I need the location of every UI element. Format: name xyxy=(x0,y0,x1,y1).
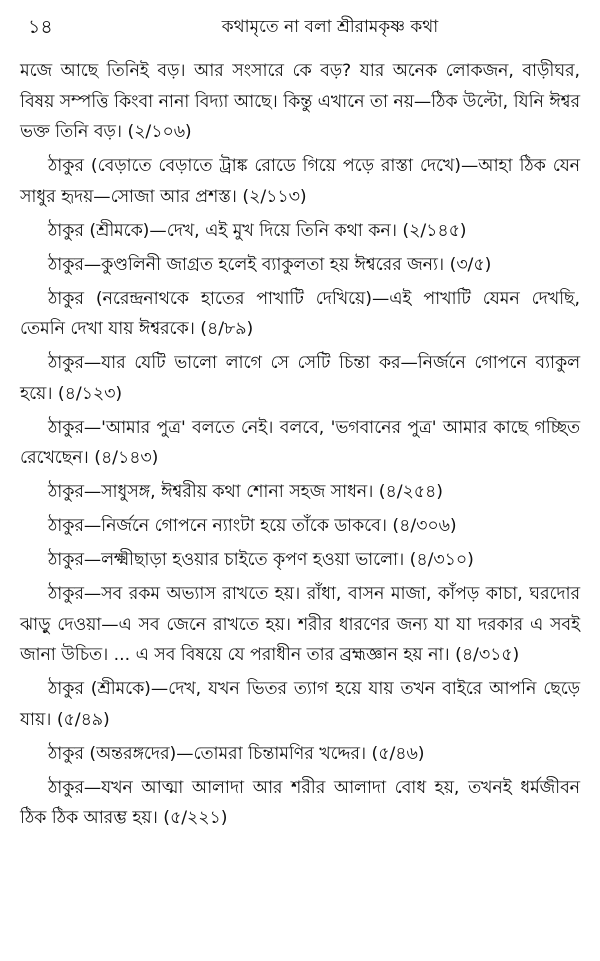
paragraph: ঠাকুর—লক্ষ্মীছাড়া হওয়ার চাইতে কৃপণ হওয়া ভালো। (৪/৩১০) xyxy=(48,550,474,570)
paragraph: ঠাকুর (বেড়াতে বেড়াতে ট্রাঙ্ক রোডে গিয়ে পড়ে রাস্তা দেখে)—আহা ঠিক যেন সাধুর হৃদয়—সোজা আর প্রশস্ত। (২/১১৩) xyxy=(20,156,580,207)
paragraph: ঠাকুর—কুণ্ডলিনী জাগ্রত হলেই ব্যাকুলতা হয় ঈশ্বরের জন্য। (৩/৫) xyxy=(48,254,492,275)
paragraph: মজে আছে তিনিই বড়। আর সংসারে কে বড়? যার অনেক লোকজন, বাড়ীঘর, বিষয় সম্পত্তি কিংবা নানা বিদ্যা আছে। কিন্তু এখানে তা নয়—ঠিক উল্টো, যিনি ঈশ্বর ভক্ত তিনি বড়। (২/১০৬) xyxy=(20,61,580,142)
paragraph: ঠাকুর—যার যেটি ভালো লাগে সে সেটি চিন্তা কর—নির্জনে গোপনে ব্যাকুল হয়ে। (৪/১২৩) xyxy=(20,353,580,404)
paragraph: ঠাকুর (শ্রীমকে)—দেখ, এই মুখ দিয়ে তিনি কথা কন। (২/১৪৫) xyxy=(48,220,467,241)
page-header xyxy=(20,12,580,56)
paragraph: ঠাকুর—সাধুসঙ্গ, ঈশ্বরীয় কথা শোনা সহজ সাধন। (৪/২৫৪) xyxy=(48,482,443,502)
running-title: কথামৃতে না বলা শ্রীরামকৃষ্ণ কথা xyxy=(221,17,439,37)
paragraph: ঠাকুর—যখন আত্মা আলাদা আর শরীর আলাদা বোধ হয়, তখনই ধর্মজীবন ঠিক ঠিক আরম্ভ হয়। (৫/২২১) xyxy=(20,777,580,828)
paragraph: ঠাকুর—'আমার পুত্র' বলতে নেই। বলবে, 'ভগবানের পুত্র' আমার কাছে গচ্ছিত রেখেছেন। (৪/১৪৩) xyxy=(20,417,580,468)
paragraph: ঠাকুর—সব রকম অভ্যাস রাখতে হয়। রাঁধা, বাসন মাজা, কাঁপড় কাচা, ঘরদোর ঝাড়ু দেওয়া—এ সব জেনে রাখতে হয়। শরীর ধারণের জন্য যা যা দরকার এ সবই জানা উচিত। ... এ সব বিষয়ে যে পরাধীন তার ব্রহ্মজ্ঞান হয় না। (৪/৩১৫) xyxy=(20,584,580,665)
paragraph: ঠাকুর (নরেন্দ্রনাথকে হাতের পাখাটি দেখিয়ে)—এই পাখাটি যেমন দেখছি, তেমনি দেখা যায় ঈশ্বরকে। (৪/৮৯) xyxy=(20,288,580,339)
page-body xyxy=(20,56,580,834)
paragraph: ঠাকুর (শ্রীমকে)—দেখ, যখন ভিতর ত্যাগ হয়ে যায় তখন বাইরে আপনি ছেড়ে যায়। (৫/৪৯) xyxy=(20,679,580,730)
paragraph: ঠাকুর—নির্জনে গোপনে ন্যাংটা হয়ে তাঁকে ডাকবে। (৪/৩০৬) xyxy=(48,516,457,536)
paragraph: ঠাকুর (অন্তরঙ্গদের)—তোমরা চিন্তামণির খদ্দের। (৫/৪৬) xyxy=(48,743,425,764)
page-number: ১৪ xyxy=(28,16,53,38)
